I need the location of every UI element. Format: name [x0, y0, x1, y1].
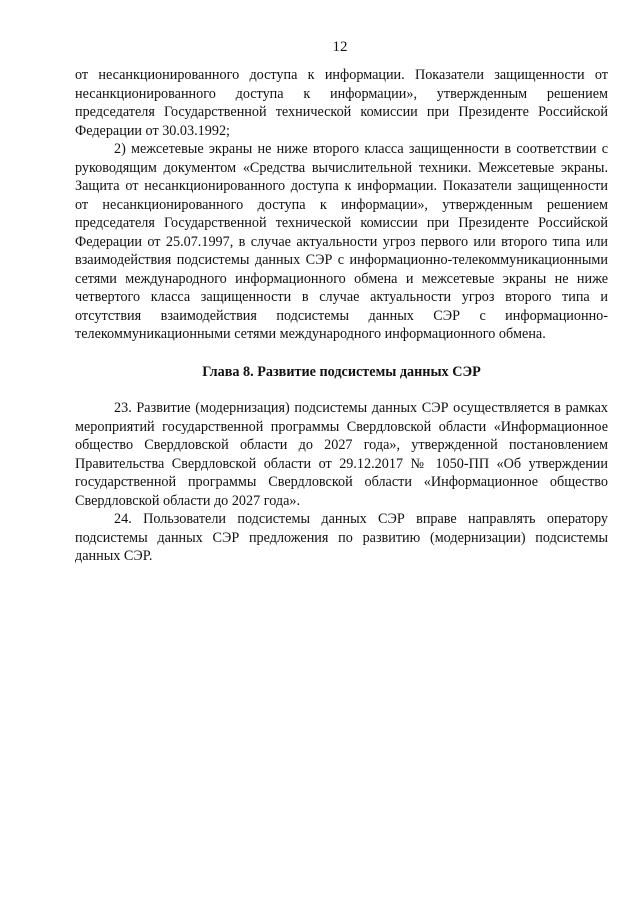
paragraph-item-2: 2) межсетевые экраны не ниже второго класса защищенности в соответствии с руководящим документом «Средства вычислительной техники. Межсетевые экраны. Защита от несанкционированного доступа к информации. Показатели защищенности от несанкционированного доступа к информации», утвержденным решением председателя Государственной технической комиссии при Президенте Российской Федерации от 25.07.1997, в случае актуальности угроз первого или второго типа или взаимодействия подсистемы данных СЭР с информационно-телекоммуникационными сетями международного информационного обмена и межсетевые экраны не ниже четвертого класса защищенности в случае актуальности угроз второго типа и отсутствия взаимодействия подсистемы данных СЭР с информационно-телекоммуникационными сетями международного информационного обмена. — [75, 141, 608, 342]
chapter-heading: Глава 8. Развитие подсистемы данных СЭР — [202, 363, 481, 380]
paragraph-continuation: от несанкционированного доступа к информации. Показатели защищенности от несанкционированного доступа к информации», утвержденным решением председателя Государственной технической комиссии при Президенте Российской Федерации от 30.03.1992; — [75, 67, 608, 139]
document-body — [75, 66, 608, 566]
page-number: 12 — [332, 39, 348, 55]
paragraph-item-23: 23. Развитие (модернизация) подсистемы данных СЭР осуществляется в рамках мероприятий государственной программы Свердловской области «Информационное общество Свердловской области до 2027 года», утвержденной постановлением Правительства Свердловской области от 29.12.2017 № 1050-ПП «Об утверждении государственной программы Свердловской области «Информационное общество Свердловской области до 2027 года». — [75, 400, 608, 509]
paragraph-item-24: 24. Пользователи подсистемы данных СЭР вправе направлять оператору подсистемы данных СЭР предложения по развитию (модернизации) подсистемы данных СЭР. — [75, 511, 608, 564]
